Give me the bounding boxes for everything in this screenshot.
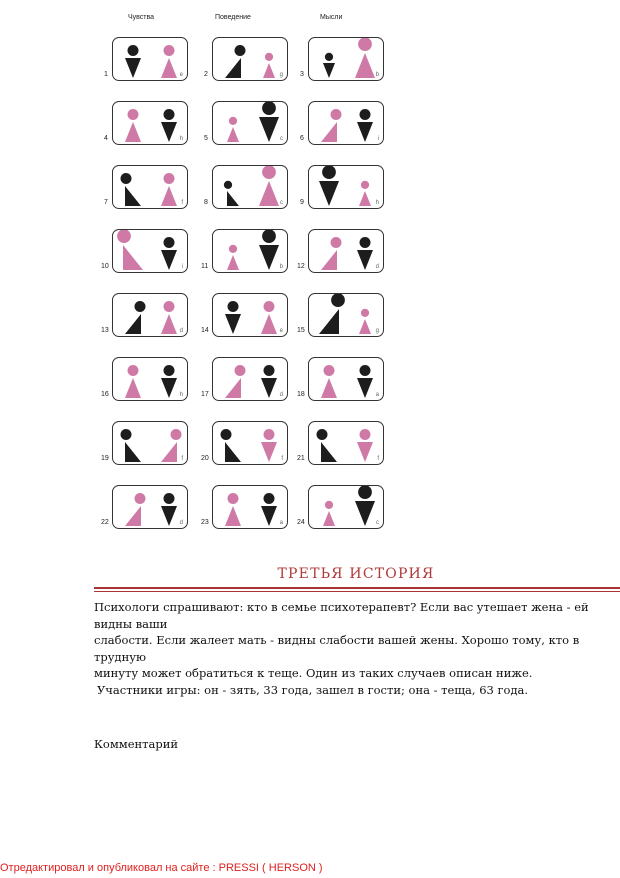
figure-box-17: [212, 357, 288, 401]
figure-letter: e: [179, 72, 183, 78]
figure-number: 23: [201, 519, 209, 526]
column-header-thoughts: Мысли: [320, 14, 343, 21]
ego-figures-21: [309, 422, 385, 466]
figure-letter: f: [181, 200, 183, 206]
figure-letter: g: [375, 328, 379, 334]
figure-box-12: [308, 229, 384, 273]
figure-box-15: [308, 293, 384, 337]
ego-figures-5: [213, 102, 289, 146]
figure-letter: d: [179, 520, 183, 526]
ego-figures-9: [309, 166, 385, 210]
ego-figures-24: [309, 486, 385, 530]
figure-number: 6: [300, 135, 304, 142]
ego-figures-4: [113, 102, 189, 146]
figure-letter: c: [280, 200, 283, 206]
figure-number: 1: [104, 71, 108, 78]
figure-box-2: [212, 37, 288, 81]
figure-number: 21: [297, 455, 305, 462]
figure-box-4: [112, 101, 188, 145]
heading-rule-thin: [94, 591, 620, 592]
section-heading: ТРЕТЬЯ ИСТОРИЯ: [277, 566, 435, 582]
comment-label: Комментарий: [94, 737, 179, 751]
ego-figures-11: [213, 230, 289, 274]
ego-figures-20: [213, 422, 289, 466]
figure-letter: c: [376, 520, 379, 526]
intro-line-2: слабости. Если жалеет мать - видны слабости вашей жены. Хорошо тому, кто в трудную: [94, 633, 580, 664]
figure-letter: i: [181, 264, 183, 270]
column-header-behavior: Поведение: [215, 14, 251, 21]
ego-figures-7: [113, 166, 189, 210]
figure-letter: h: [179, 136, 183, 142]
figure-box-3: [308, 37, 384, 81]
figure-number: 11: [201, 263, 209, 270]
figure-number: 13: [101, 327, 109, 334]
figure-box-20: [212, 421, 288, 465]
ego-figures-8: [213, 166, 289, 210]
ego-figures-19: [113, 422, 189, 466]
ego-figures-10: [113, 230, 189, 274]
figure-number: 4: [104, 135, 108, 142]
ego-figures-6: [309, 102, 385, 146]
figure-number: 5: [204, 135, 208, 142]
ego-figures-14: [213, 294, 289, 338]
figure-number: 10: [101, 263, 109, 270]
figure-number: 24: [297, 519, 305, 526]
figure-letter: c: [280, 136, 283, 142]
figure-letter: d: [179, 328, 183, 334]
figure-box-7: [112, 165, 188, 209]
figure-box-1: [112, 37, 188, 81]
figure-letter: a: [279, 520, 283, 526]
figure-letter: b: [375, 72, 379, 78]
heading-rule-thick: [94, 587, 620, 589]
ego-figures-3: [309, 38, 385, 82]
ego-figures-15: [309, 294, 385, 338]
figure-number: 17: [201, 391, 209, 398]
figure-number: 7: [104, 199, 108, 206]
figure-box-11: [212, 229, 288, 273]
figure-box-22: [112, 485, 188, 529]
ego-figures-2: [213, 38, 289, 82]
figure-letter: g: [279, 72, 283, 78]
figure-box-14: [212, 293, 288, 337]
figure-number: 8: [204, 199, 208, 206]
figure-number: 22: [101, 519, 109, 526]
ego-figures-13: [113, 294, 189, 338]
participants-paragraph: Участники игры: он - зять, 33 года, зашел в гости; она - теща, 63 года.: [97, 683, 529, 697]
figure-number: 14: [201, 327, 209, 334]
ego-figures-17: [213, 358, 289, 402]
intro-line-1: Психологи спрашивают: кто в семье психотерапевт? Если вас утешает жена - ей видны ваши: [94, 600, 589, 631]
figure-number: 9: [300, 199, 304, 206]
figure-number: 12: [297, 263, 305, 270]
figure-number: 3: [300, 71, 304, 78]
ego-figures-23: [213, 486, 289, 530]
figure-box-16: [112, 357, 188, 401]
figure-box-23: [212, 485, 288, 529]
figure-letter: a: [375, 392, 379, 398]
figure-box-18: [308, 357, 384, 401]
figure-letter: f: [377, 456, 379, 462]
figure-box-6: [308, 101, 384, 145]
figure-letter: f: [181, 456, 183, 462]
figure-letter: i: [377, 136, 379, 142]
intro-line-3: минуту может обратиться к теще. Один из таких случаев описан ниже.: [94, 666, 533, 680]
figure-number: 18: [297, 391, 305, 398]
figure-box-10: [112, 229, 188, 273]
figure-letter: e: [279, 328, 283, 334]
figure-letter: f: [281, 456, 283, 462]
figure-number: 16: [101, 391, 109, 398]
figure-box-9: [308, 165, 384, 209]
ego-figures-18: [309, 358, 385, 402]
figure-number: 15: [297, 327, 305, 334]
figure-box-19: [112, 421, 188, 465]
figure-box-24: [308, 485, 384, 529]
intro-paragraph: [94, 599, 614, 682]
figure-box-5: [212, 101, 288, 145]
column-header-feelings: Чувства: [128, 14, 155, 21]
figure-box-8: [212, 165, 288, 209]
ego-state-figure: [100, 10, 400, 530]
ego-figures-1: [113, 38, 189, 82]
figure-letter: d: [279, 392, 283, 398]
ego-figures-22: [113, 486, 189, 530]
figure-letter: d: [375, 264, 379, 270]
footer-credit: Отредактировал и опубликовал на сайте : PRESSI ( HERSON ): [0, 862, 323, 874]
ego-figures-16: [113, 358, 189, 402]
figure-letter: h: [375, 200, 379, 206]
ego-figures-12: [309, 230, 385, 274]
figure-number: 20: [201, 455, 209, 462]
figure-letter: b: [279, 264, 283, 270]
figure-letter: h: [179, 392, 183, 398]
figure-box-13: [112, 293, 188, 337]
figure-number: 19: [101, 455, 109, 462]
figure-box-21: [308, 421, 384, 465]
figure-number: 2: [204, 71, 208, 78]
